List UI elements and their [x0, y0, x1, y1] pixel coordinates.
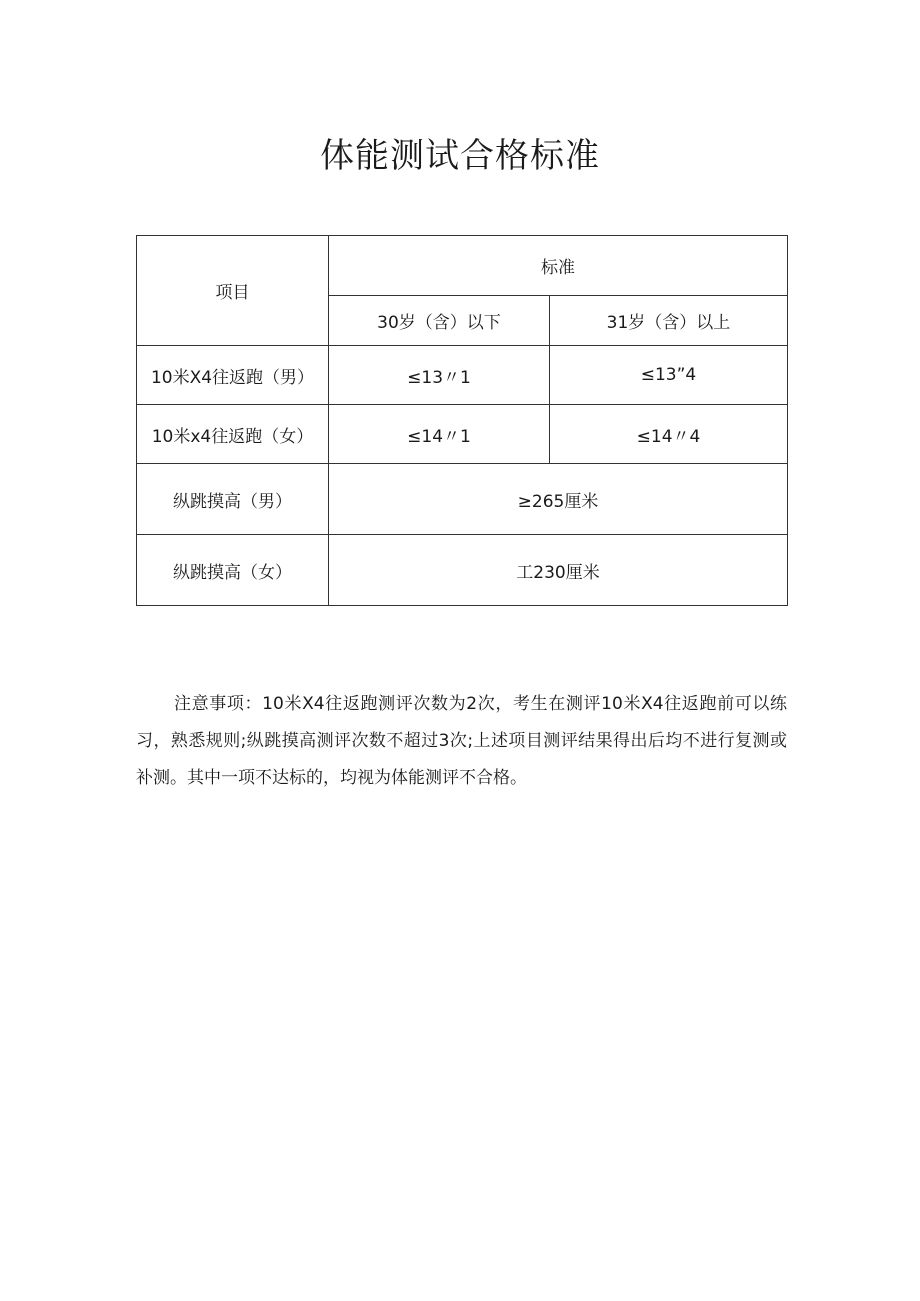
row-item: 纵跳摸高（男） [137, 464, 329, 535]
row-value: ≥265厘米 [329, 464, 788, 535]
row-value: 工230厘米 [329, 535, 788, 606]
row-value-under: ≤13〃1 [329, 346, 550, 405]
page-title: 体能测试合格标准 [320, 136, 600, 176]
header-item: 项目 [137, 236, 329, 346]
notes-paragraph: 注意事项：10米X4往返跑测评次数为2次，考生在测评10米X4往返跑前可以练习，熟悉规则;纵跳摸高测评次数不超过3次;上述项目测评结果得出后均不进行复测或补测。其中一项不达标的，均视为体能测评不合格。 [136, 694, 787, 788]
row-item: 纵跳摸高（女） [137, 535, 329, 606]
table-row [137, 346, 788, 405]
row-value-under: ≤14〃1 [329, 405, 550, 464]
row-item: 10米X4往返跑（男） [137, 346, 329, 405]
header-age-over: 31岁（含）以上 [550, 296, 788, 346]
table-row [137, 535, 788, 606]
row-value-over: ≤13”4 [550, 346, 788, 405]
row-item: 10米x4往返跑（女） [137, 405, 329, 464]
row-value-over: ≤14〃4 [550, 405, 788, 464]
standards-table [136, 235, 788, 606]
header-standard: 标准 [329, 236, 788, 296]
table-row [137, 405, 788, 464]
header-age-under: 30岁（含）以下 [329, 296, 550, 346]
table-header-row [137, 236, 788, 296]
table-row [137, 464, 788, 535]
